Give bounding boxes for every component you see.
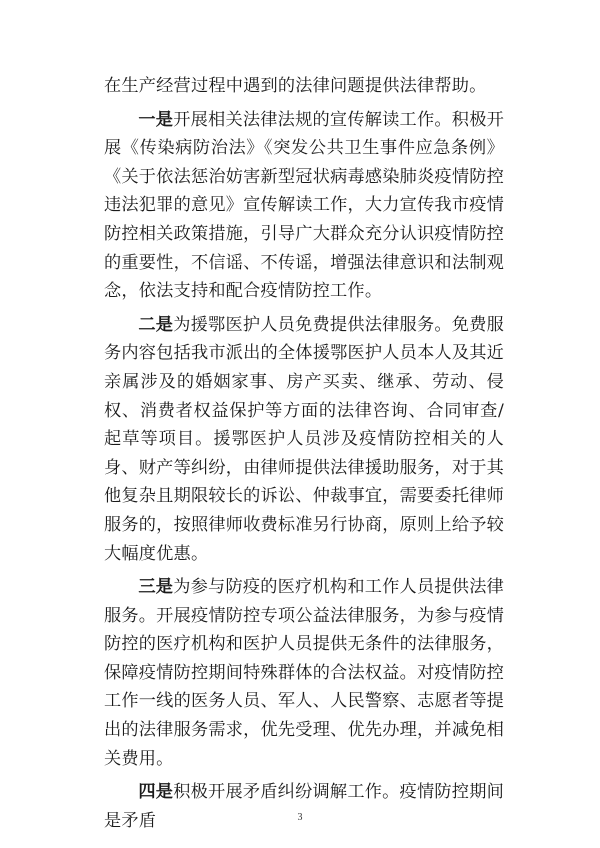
continuation-text: 在生产经营过程中遇到的法律问题提供法律帮助。 (104, 76, 487, 96)
paragraph-4 (104, 778, 504, 835)
paragraph-3-text: 为参与防疫的医疗机构和工作人员提供法律服务。开展疫情防控专项公益法律服务，为参与疫情防控的医疗机构和医护人员提供无条件的法律服务，保障疫情防控期间特殊群体的合法权益。对疫情防控工作一线的医务人员、军人、人民警察、志愿者等提出的法律服务需求，优先受理、优先办理，并减免相关费用。 (104, 577, 504, 769)
paragraph-2-lead: 二是 (138, 314, 174, 335)
page-number: 3 (297, 812, 303, 823)
paragraph-1 (104, 106, 504, 306)
paragraph-2 (104, 311, 504, 568)
paragraph-1-text: 开展相关法律法规的宣传解读工作。积极开展《传染病防治法》《突发公共卫生事件应急条例》《关于依法惩治妨害新型冠状病毒感染肺炎疫情防控违法犯罪的意见》宣传解读工作，大力宣传我市疫情防控相关政策措施，引导广大群众充分认识疫情防控的重要性，不信谣、不传谣，增强法律意识和法制观念，依法支持和配合疫情防控工作。 (104, 109, 504, 302)
continuation-paragraph (104, 72, 504, 101)
paragraph-3 (104, 573, 504, 773)
paragraph-3-lead: 三是 (138, 577, 174, 598)
paragraph-1-lead: 一是 (138, 109, 174, 130)
document-body (104, 72, 504, 835)
paragraph-4-text: 积极开展矛盾纠纷调解工作。疫情防控期间是矛盾 (104, 782, 504, 831)
paragraph-4-lead: 四是 (138, 782, 174, 803)
paragraph-2-text: 为援鄂医护人员免费提供法律服务。免费服务内容包括我市派出的全体援鄂医护人员本人及其近亲属涉及的婚姻家事、房产买卖、继承、劳动、侵权、消费者权益保护等方面的法律咨询、合同审查/起草等项目。援鄂医护人员涉及疫情防控相关的人身、财产等纠纷，由律师提供法律援助服务，对于其他复杂且期限较长的诉讼、仲裁事宜，需要委托律师服务的，按照律师收费标准另行协商，原则上给予较大幅度优惠。 (104, 314, 504, 564)
